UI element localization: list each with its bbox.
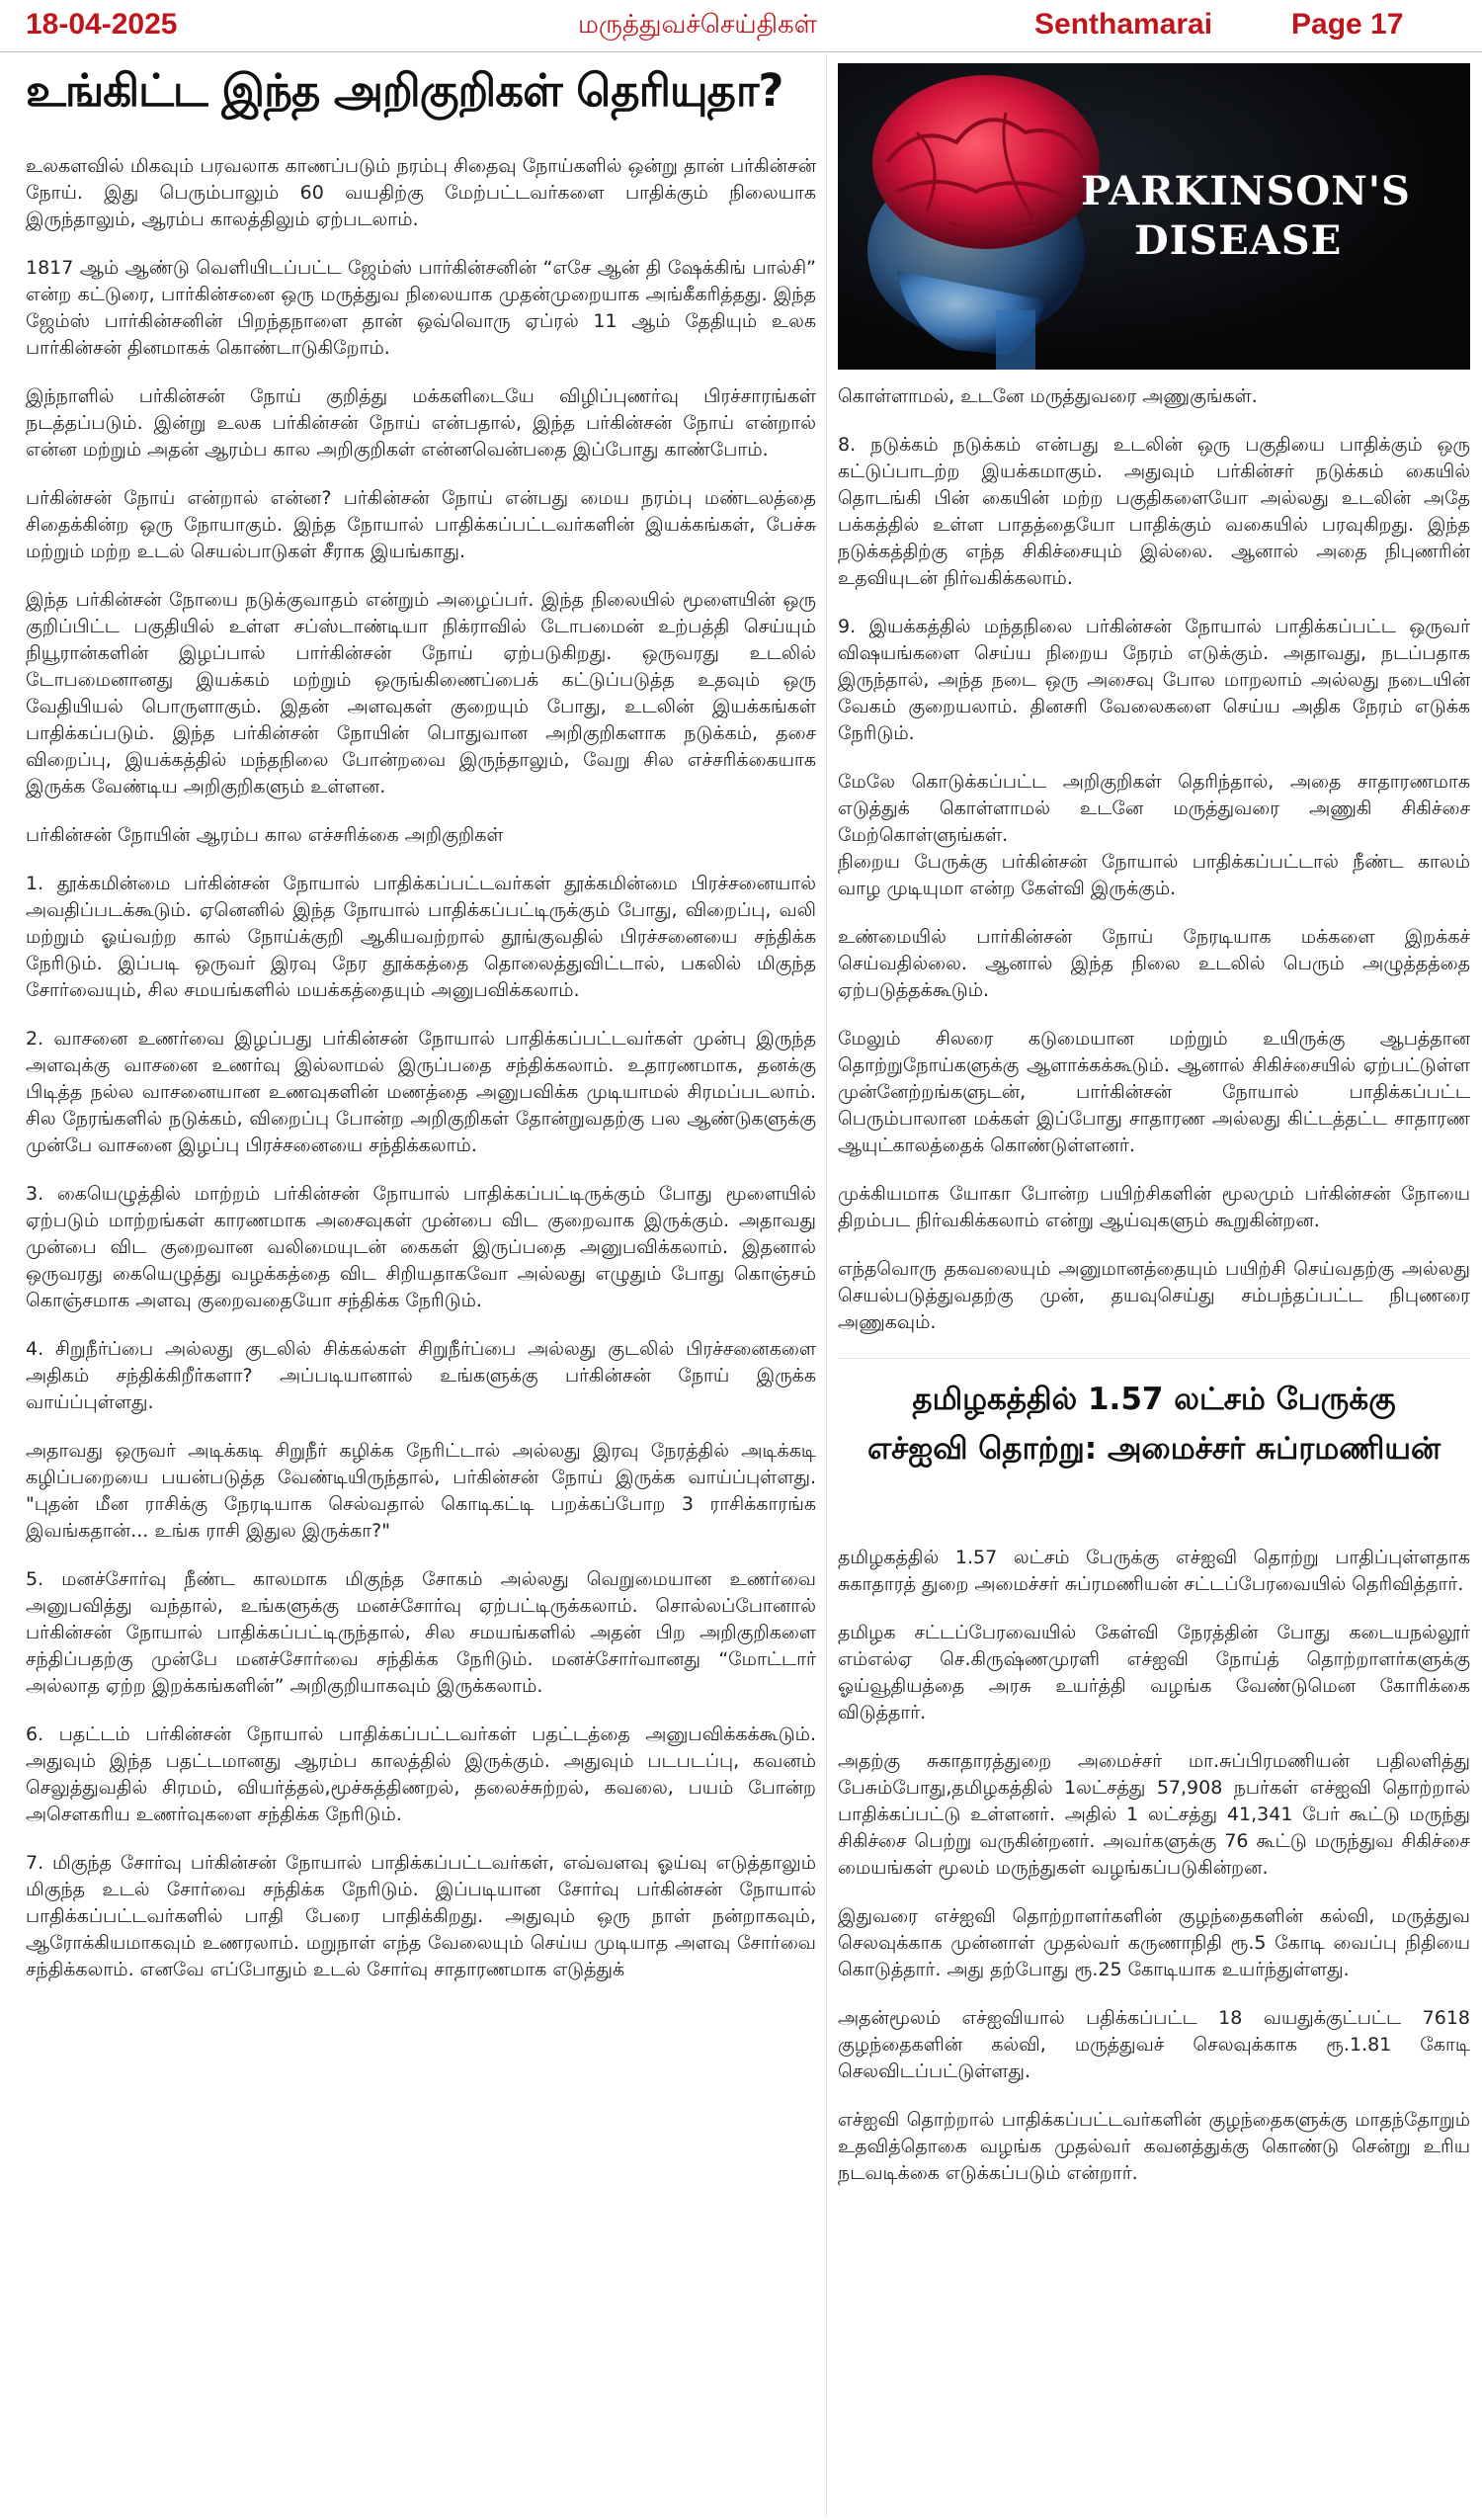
article-divider: [838, 1358, 1470, 1359]
article-paragraph: தமிழகத்தில் 1.57 லட்சம் பேருக்கு எச்ஐவி தொற்று பாதிப்புள்ளதாக சுகாதாரத் துறை அமைச்சர் சுப்ரமணியன் சட்டப்பேரவையில் தெரிவித்தார்.: [838, 1547, 1470, 1595]
article-paragraph: அதற்கு சுகாதாரத்துறை அமைச்சர் மா.சுப்பிரமணியன் பதிலளித்து பேசும்போது,தமிழகத்தில் 1லட்சத்து 57,908 நபர்கள் எச்ஐவி தொற்றால் பாதிக்கப்பட்டு உள்ளனர். அதில் 1 லட்சத்து 41,341 பேர் கூட்டு மருந்து சிகிச்சை பெற்று வருகின்றனர். அவர்களுக்கு 76 கூட்டு மருந்துவ சிகிச்சை மையங்கள் மூலம் மருந்துகள் வழங்கப்படுகின்றன.: [838, 1750, 1470, 1879]
left-column: [26, 59, 816, 2005]
article-headline: உங்கிட்ட இந்த அறிகுறிகள் தெரியுதா?: [26, 64, 783, 117]
article-paragraph: கொள்ளாமல், உடனே மருத்துவரை அணுகுங்கள்.: [838, 385, 1258, 407]
article-paragraph: தமிழக சட்டப்பேரவையில் கேள்வி நேரத்தின் போது கடையநல்லூர் எம்எல்ஏ செ.கிருஷ்ணமுரளி எச்ஐவி நோய்த் தொற்றாளர்களுக்கு ஓய்வூதியத்தை அரசு உயர்த்தி வழங்க வேண்டுமென கோரிக்கை விடுத்தார்.: [838, 1622, 1470, 1723]
headline-line-2: எச்ஐவி தொற்று: அமைச்சர் சுப்ரமணியன்: [866, 1431, 1441, 1467]
article-paragraph: 4. சிறுநீர்ப்பை அல்லது குடலில் சிக்கல்கள் சிறுநீர்ப்பை அல்லது குடலில் பிரச்சனைகளை அதிகம் சந்திக்கிறீர்களா? அப்படியானால் உங்களுக்கு பர்கின்சன் நோய் இருக்க வாய்ப்புள்ளது.: [26, 1338, 816, 1413]
article-paragraph: 3. கையெழுத்தில் மாற்றம் பர்கின்சன் நோயால் பாதிக்கப்பட்டிருக்கும் போது மூளையில் ஏற்படும் மாற்றங்கள் காரணமாக அசைவுகள் முன்பை விட குறைவாக இருக்கும். அதாவது முன்பை விட குறைவான வலிமையுடன் கைகள் இருப்பதை அனுபவிக்கலாம். இதனால் ஒருவரது கையெழுத்து வழக்கத்தை விட சிறியதாகவோ அல்லது எழுதும் போது கொஞ்சம் கொஞ்சமாக அளவு குறைவதையோ சந்திக்க நேரிடும்.: [26, 1183, 816, 1311]
headline-line-1: தமிழகத்தில் 1.57 லட்சம் பேருக்கு: [912, 1382, 1396, 1417]
newspaper-name: Senthamarai: [1034, 8, 1213, 41]
article-paragraph: 8. நடுக்கம் நடுக்கம் என்பது உடலின் ஒரு பகுதியை பாதிக்கும் ஒரு கட்டுப்பாடற்ற இயக்கமாகும். அதுவும் பர்கின்சர் நடுக்கம் கையில் தொடங்கி பின் கையின் மற்ற பகுதிகளையோ அல்லது உடலின் அதே பக்கத்தில் உள்ள பாதத்தையோ பாதிக்கும் வகையில் பரவுகிறது. இந்த நடுக்கத்திற்கு எந்த சிகிச்சையும் இல்லை. ஆனால் அதை நிபுணரின் உதவியுடன் நிர்வகிக்கலாம்.: [838, 434, 1470, 589]
article-paragraph: 1. தூக்கமின்மை பர்கின்சன் நோயால் பாதிக்கப்பட்டவர்கள் தூக்கமின்மை பிரச்சனையால் அவதிப்படக்கூடும். ஏனெனில் இந்த நோயால் பாதிக்கப்பட்டிருக்கும் போது, விறைப்பு, வலி மற்றும் ஓய்வற்ற கால் நோய்க்குறி ஆகியவற்றால் தூங்குவதில் பிரச்சனையை சந்திக்க நேரிடும். இப்படி ஒருவர் இரவு நேர தூக்கத்தை தொலைத்துவிட்டால், பகலில் மிகுந்த சோர்வையும், சில சமயங்களில் மயக்கத்தையும் அனுபவிக்கலாம்.: [26, 873, 816, 1001]
right-column: [838, 63, 1470, 2209]
article-paragraph: எந்தவொரு தகவலையும் அனுமானத்தையும் பயிற்சி செய்வதற்கு அல்லது செயல்படுத்துவதற்கு முன், தயவுசெய்து சம்பந்தப்பட்ட நிபுணரை அணுகவும்.: [838, 1258, 1470, 1333]
image-title-line-2: DISEASE: [1134, 217, 1343, 264]
article-paragraph: இதுவரை எச்ஐவி தொற்றாளர்களின் குழந்தைகளின் கல்வி, மருத்துவ செலவுக்காக முன்னாள் முதல்வர் கருணாநிதி ரூ.5 கோடி வைப்பு நிதியை கொடுத்தார். அது தற்போது ரூ.25 கோடியாக உயர்ந்துள்ளது.: [838, 1905, 1470, 1980]
parkinsons-illustration: [838, 63, 1470, 370]
article-paragraph: மேலே கொடுக்கப்பட்ட அறிகுறிகள் தெரிந்தால், அதை சாதாரணமாக எடுத்துக் கொள்ளாமல் உடனே மருத்துவரை அணுகி சிகிச்சை மேற்கொள்ளுங்கள். நிறைய பேருக்கு பர்கின்சன் நோயால் பாதிக்கப்பட்டால் நீண்ட காலம் வாழ முடியுமா என்ற கேள்வி இருக்கும்.: [838, 771, 1470, 899]
page-number: Page 17: [1291, 8, 1404, 41]
article-paragraph: 7. மிகுந்த சோர்வு பர்கின்சன் நோயால் பாதிக்கப்பட்டவர்கள், எவ்வளவு ஓய்வு எடுத்தாலும் மிகுந்த உடல் சோர்வை சந்திக்க நேரிடும். இப்படியான சோர்வு பர்கின்சன் நோயால் பாதிக்கப்பட்டவர்களில் பாதி பேரை பாதிக்கிறது. அதுவும் ஒரு நாள் நன்றாகவும், ஆரோக்கியமாகவும் உணரலாம். மறுநாள் எந்த வேலையும் செய்ய முடியாத அளவு சோர்வை சந்திக்கலாம். எனவே எப்போதும் உடல் சோர்வு சாதாரணமாக எடுத்துக்: [26, 1852, 816, 1980]
second-article-headline: [838, 1375, 1470, 1473]
article-paragraph: அதன்மூலம் எச்ஐவியால் பதிக்கப்பட்ட 18 வயதுக்குட்பட்ட 7618 குழந்தைகளின் கல்வி, மருத்துவச் செலவுக்காக ரூ.1.81 கோடி செலவிடப்பட்டுள்ளது.: [838, 2007, 1470, 2082]
article-paragraph: எச்ஐவி தொற்றால் பாதிக்கப்பட்டவர்களின் குழந்தைகளுக்கு மாதந்தோறும் உதவித்தொகை வழங்க முதல்வர் கவனத்துக்கு கொண்டு சென்று உரிய நடவடிக்கை எடுக்கப்படும் என்றார்.: [838, 2109, 1470, 2184]
section-name: மருத்துவச்செய்திகள்: [578, 10, 818, 40]
brain-skull-icon: [838, 63, 1470, 370]
article-paragraph: அதாவது ஒருவர் அடிக்கடி சிறுநீர் கழிக்க நேரிட்டால் அல்லது இரவு நேரத்தில் அடிக்கடி கழிப்பறையை பயன்படுத்த வேண்டியிருந்தால், பர்கின்சன் நோய் இருக்க வாய்ப்புள்ளது. "புதன் மீன ராசிக்கு நேரடியாக செல்வதால் கொடிகட்டி பறக்கப்போற 3 ராசிக்காரங்க இவங்கதான்... உங்க ராசி இதுல இருக்கா?": [26, 1440, 816, 1542]
article-paragraph: உண்மையில் பார்கின்சன் நோய் நேரடியாக மக்களை இறக்கச் செய்வதில்லை. ஆனால் இந்த நிலை உடலில் பெரும் அழுத்தத்தை ஏற்படுத்தக்கூடும்.: [838, 926, 1470, 1001]
article-paragraph: 5. மனச்சோர்வு நீண்ட காலமாக மிகுந்த சோகம் அல்லது வெறுமையான உணர்வை அனுபவித்து வந்தால், உங்களுக்கு மனச்சோர்வு ஏற்பட்டிருக்கலாம். சொல்லப்போனால் பர்கின்சன் நோயால் பாதிக்கப்பட்டிருந்தால், சில சமயங்களில் அதன் பிற அறிகுறிகளை சந்திப்பதற்கு முன்பே மனச்சோர்வை சந்திக்க நேரிடும். மனச்சோர்வானது “மோட்டார் அல்லாத ஏற்ற இறக்கங்களின்” அறிகுறியாகவும் இருக்கலாம்.: [26, 1568, 816, 1697]
article-paragraph: மேலும் சிலரை கடுமையான மற்றும் உயிருக்கு ஆபத்தான தொற்றுநோய்களுக்கு ஆளாக்கக்கூடும். ஆனால் சிகிச்சையில் ஏற்பட்டுள்ள முன்னேற்றங்களுடன், பார்கின்சன் நோயால் பாதிக்கப்பட்ட பெரும்பாலான மக்கள் இப்போது சாதாரண அல்லது கிட்டத்தட்ட சாதாரண ஆயுட்காலத்தைக் கொண்டுள்ளனர்.: [838, 1028, 1470, 1156]
article-paragraph: முக்கியமாக யோகா போன்ற பயிற்சிகளின் மூலமும் பர்கின்சன் நோயை திறம்பட நிர்வகிக்கலாம் என்று ஆய்வுகளும் கூறுகின்றன.: [838, 1183, 1470, 1231]
article-paragraph: பர்கின்சன் நோய் என்றால் என்ன? பர்கின்சன் நோய் என்பது மைய நரம்பு மண்டலத்தை சிதைக்கின்ற ஒரு நோயாகும். இந்த நோயால் பாதிக்கப்பட்டவர்களின் இயக்கங்கள், பேச்சு மற்றும் மற்ற உடல் செயல்பாடுகள் சீராக இயங்காது.: [26, 487, 816, 562]
page-header: [0, 0, 1482, 52]
article-paragraph: இந்நாளில் பர்கின்சன் நோய் குறித்து மக்களிடையே விழிப்புணர்வு பிரச்சாரங்கள் நடத்தப்படும். இன்று உலக பர்கின்சன் நோய் என்பதால், இந்த பர்கின்சன் நோய் என்றால் என்ன மற்றும் அதன் ஆரம்ப கால அறிகுறிகள் என்னவென்பதை இப்போது காண்போம்.: [26, 385, 816, 461]
article-paragraph: உலகளவில் மிகவும் பரவலாக காணப்படும் நரம்பு சிதைவு நோய்களில் ஒன்று தான் பர்கின்சன் நோய். இது பெரும்பாலும் 60 வயதிற்கு மேற்பட்டவர்களை பாதிக்கும் நிலையாக இருந்தாலும், ஆரம்ப காலத்திலும் ஏற்படலாம்.: [26, 155, 816, 230]
article-paragraph: இந்த பர்கின்சன் நோயை நடுக்குவாதம் என்றும் அழைப்பர். இந்த நிலையில் மூளையின் ஒரு குறிப்பிட்ட பகுதியில் உள்ள சப்ஸ்டாண்டியா நிக்ராவில் டோபமைன் உற்பத்தி செய்யும் நியூரான்களின் இழப்பால் பார்கின்சன் நோய் ஏற்படுகிறது. ஒருவரது உடலில் டோபமைனானது இயக்கம் மற்றும் ஒருங்கிணைப்பைக் கட்டுப்படுத்த உதவும் ஒரு வேதியியல் பொருளாகும். இதன் அளவுகள் குறையும் போது, உடலின் இயக்கங்கள் பாதிக்கப்படும். இந்த பர்கின்சன் நோயின் பொதுவான அறிகுறிகளாக நடுக்கம், தசை விறைப்பு, இயக்கத்தில் மந்தநிலை போன்றவை இருந்தாலும், வேறு சில எச்சரிக்கையாக இருக்க வேண்டிய அறிகுறிகளும் உள்ளன.: [26, 589, 816, 798]
article-subheading: பர்கின்சன் நோயின் ஆரம்ப கால எச்சரிக்கை அறிகுறிகள்: [26, 824, 504, 846]
image-title-line-1: PARKINSON'S: [1081, 168, 1411, 214]
column-divider: [826, 51, 827, 2517]
article-paragraph: 6. பதட்டம் பர்கின்சன் நோயால் பாதிக்கப்பட்டவர்கள் பதட்டத்தை அனுபவிக்கக்கூடும். அதுவும் இந்த பதட்டமானது ஆரம்ப காலத்தில் இருக்கும். அதுவும் படபடப்பு, கவனம் செலுத்துவதில் சிரமம், வியர்த்தல்,மூச்சுத்திணறல், தலைச்சுற்றல், கவலை, பயம் போன்ற அசௌகரிய உணர்வுகளை சந்திக்க நேரிடும்.: [26, 1723, 816, 1825]
article-paragraph: 1817 ஆம் ஆண்டு வெளியிடப்பட்ட ஜேம்ஸ் பார்கின்சனின் “எசே ஆன் தி ஷேக்கிங் பால்சி” என்ற கட்டுரை, பார்கின்சனை ஒரு மருத்துவ நிலையாக முதன்முறையாக அங்கீகரித்தது. இந்த ஜேம்ஸ் பார்கின்சனின் பிறந்தநாளை தான் ஒவ்வொரு ஏப்ரல் 11 ஆம் தேதியும் உலக பார்கின்சன் தினமாகக் கொண்டாடுகிறோம்.: [26, 257, 816, 359]
issue-date: 18-04-2025: [26, 8, 178, 41]
article-paragraph: 2. வாசனை உணர்வை இழப்பது பர்கின்சன் நோயால் பாதிக்கப்பட்டவர்கள் முன்பு இருந்த அளவுக்கு வாசனை உணர்வு இல்லாமல் இருப்பதை சந்திக்கலாம். உதாரணமாக, தனக்கு பிடித்த நல்ல வாசனையான உணவுகளின் மணத்தை அனுபவிக்க முடியாமல் சிரமப்படலாம். சில நேரங்களில் நடுக்கம், விறைப்பு போன்ற அறிகுறிகள் தோன்றுவதற்கு பல ஆண்டுகளுக்கு முன்பே வாசனை இழப்பு பிரச்சனையை சந்திக்கலாம்.: [26, 1028, 816, 1156]
article-paragraph: 9. இயக்கத்தில் மந்தநிலை பர்கின்சன் நோயால் பாதிக்கப்பட்ட ஒருவர் விஷயங்களை செய்ய நிறைய நேரம் எடுக்கும். அதாவது, நடப்பதாக இருந்தால், அந்த நடை ஒரு அசைவு போல மாறலாம் அல்லது நடையின் வேகம் குறையலாம். தினசரி வேலைகளை செய்ய அதிக நேரம் எடுக்க நேரிடும்.: [838, 616, 1470, 744]
